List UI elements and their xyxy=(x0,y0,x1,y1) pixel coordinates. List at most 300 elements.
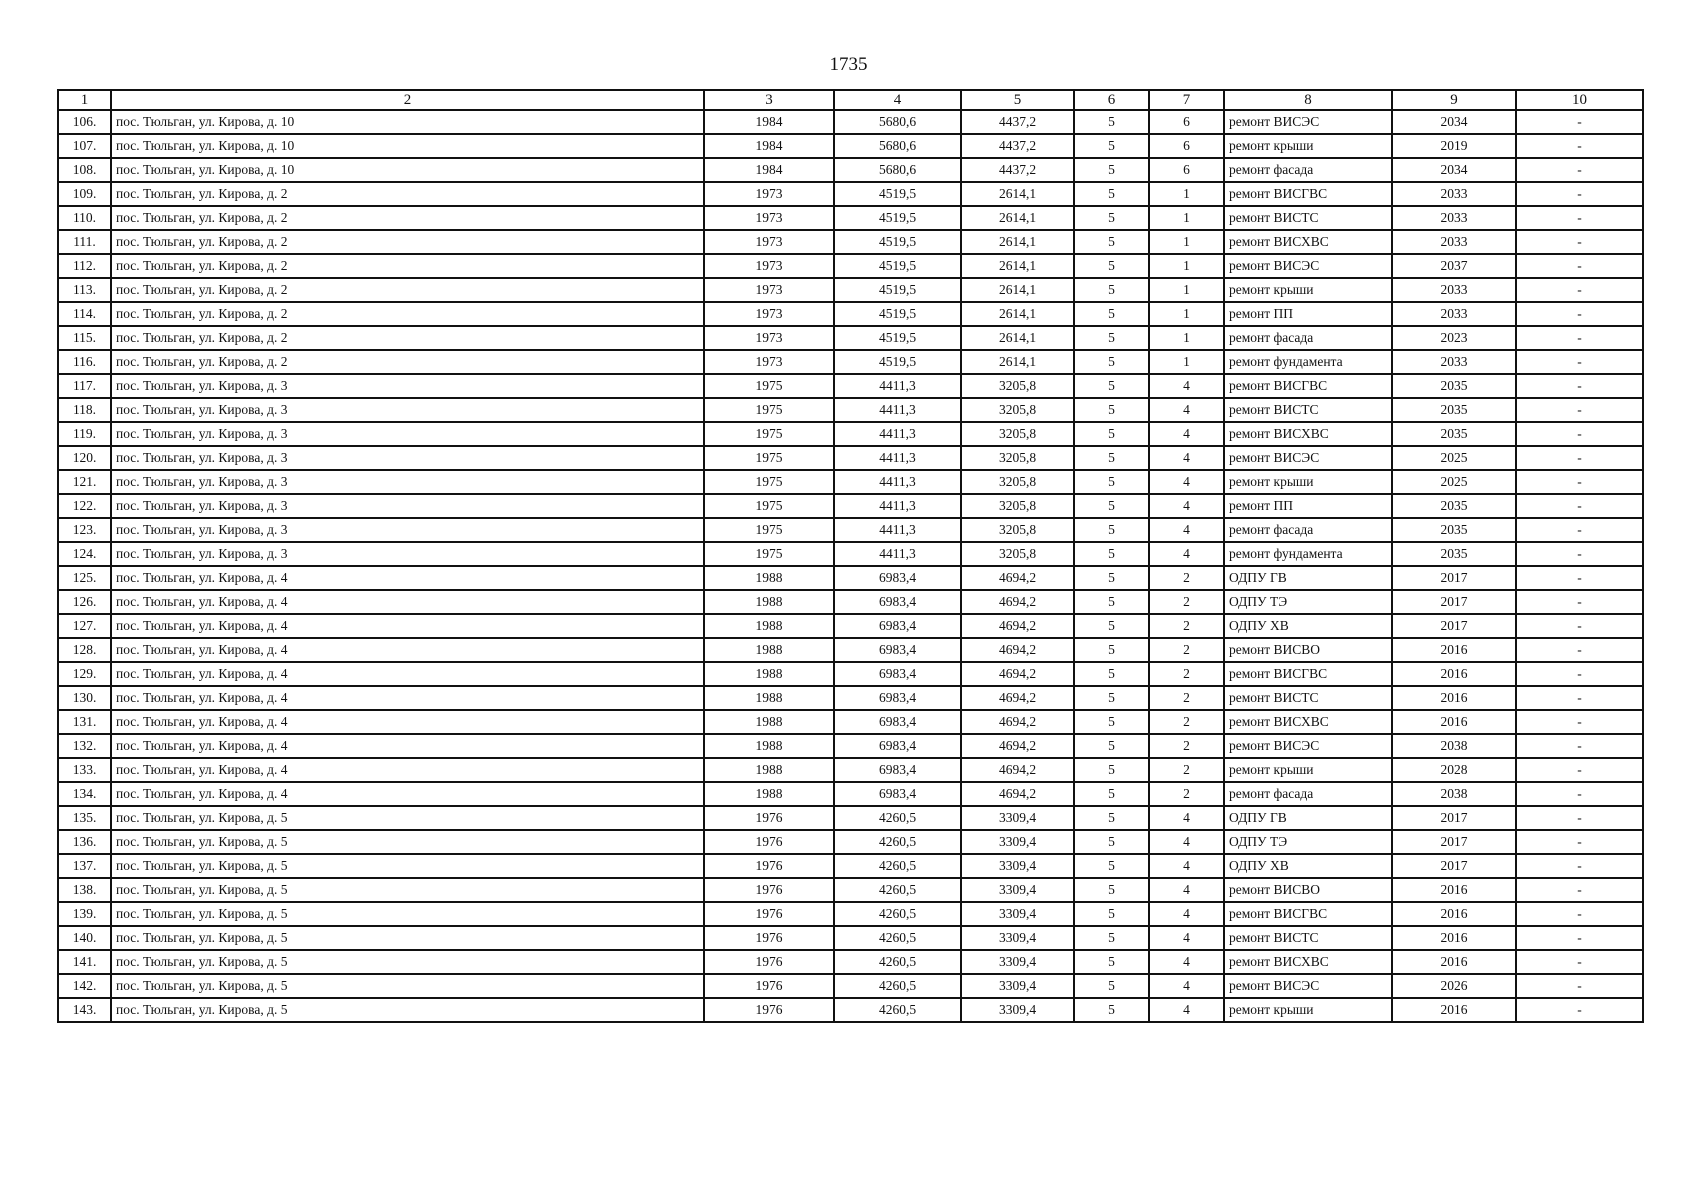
column-7-cell: 4 xyxy=(1149,902,1224,926)
total-area-cell: 5680,6 xyxy=(834,134,961,158)
floors-cell: 5 xyxy=(1074,302,1149,326)
column-7-cell: 2 xyxy=(1149,662,1224,686)
address-cell: пос. Тюльган, ул. Кирова, д. 4 xyxy=(111,590,704,614)
column-10-cell: - xyxy=(1516,158,1643,182)
work-type-cell: ремонт ВИСХВС xyxy=(1224,710,1392,734)
column-7-cell: 4 xyxy=(1149,518,1224,542)
total-area-cell: 4519,5 xyxy=(834,350,961,374)
planned-year-cell: 2016 xyxy=(1392,902,1516,926)
total-area-cell: 4519,5 xyxy=(834,182,961,206)
column-7-cell: 4 xyxy=(1149,854,1224,878)
address-cell: пос. Тюльган, ул. Кирова, д. 4 xyxy=(111,614,704,638)
work-type-cell: ремонт фасада xyxy=(1224,158,1392,182)
living-area-cell: 3205,8 xyxy=(961,398,1074,422)
column-header-8: 8 xyxy=(1224,90,1392,110)
work-type-cell: ремонт крыши xyxy=(1224,278,1392,302)
column-10-cell: - xyxy=(1516,278,1643,302)
year-built-cell: 1973 xyxy=(704,254,834,278)
total-area-cell: 4519,5 xyxy=(834,326,961,350)
table-row xyxy=(58,638,1643,662)
living-area-cell: 3309,4 xyxy=(961,830,1074,854)
floors-cell: 5 xyxy=(1074,254,1149,278)
page-number: 1735 xyxy=(829,54,868,75)
column-7-cell: 4 xyxy=(1149,542,1224,566)
row-number-cell: 131. xyxy=(58,710,111,734)
total-area-cell: 4260,5 xyxy=(834,878,961,902)
column-10-cell: - xyxy=(1516,686,1643,710)
floors-cell: 5 xyxy=(1074,374,1149,398)
total-area-cell: 4519,5 xyxy=(834,302,961,326)
floors-cell: 5 xyxy=(1074,614,1149,638)
address-cell: пос. Тюльган, ул. Кирова, д. 3 xyxy=(111,446,704,470)
row-number-cell: 127. xyxy=(58,614,111,638)
living-area-cell: 2614,1 xyxy=(961,326,1074,350)
address-cell: пос. Тюльган, ул. Кирова, д. 3 xyxy=(111,398,704,422)
floors-cell: 5 xyxy=(1074,542,1149,566)
row-number-cell: 128. xyxy=(58,638,111,662)
column-7-cell: 1 xyxy=(1149,326,1224,350)
row-number-cell: 135. xyxy=(58,806,111,830)
row-number-cell: 120. xyxy=(58,446,111,470)
floors-cell: 5 xyxy=(1074,926,1149,950)
address-cell: пос. Тюльган, ул. Кирова, д. 5 xyxy=(111,902,704,926)
floors-cell: 5 xyxy=(1074,278,1149,302)
year-built-cell: 1988 xyxy=(704,686,834,710)
address-cell: пос. Тюльган, ул. Кирова, д. 2 xyxy=(111,182,704,206)
planned-year-cell: 2016 xyxy=(1392,878,1516,902)
column-10-cell: - xyxy=(1516,446,1643,470)
floors-cell: 5 xyxy=(1074,854,1149,878)
row-number-cell: 140. xyxy=(58,926,111,950)
column-header-5: 5 xyxy=(961,90,1074,110)
year-built-cell: 1973 xyxy=(704,350,834,374)
address-cell: пос. Тюльган, ул. Кирова, д. 10 xyxy=(111,134,704,158)
floors-cell: 5 xyxy=(1074,686,1149,710)
planned-year-cell: 2035 xyxy=(1392,422,1516,446)
living-area-cell: 3309,4 xyxy=(961,806,1074,830)
year-built-cell: 1984 xyxy=(704,110,834,134)
planned-year-cell: 2016 xyxy=(1392,638,1516,662)
year-built-cell: 1988 xyxy=(704,710,834,734)
living-area-cell: 4694,2 xyxy=(961,782,1074,806)
column-7-cell: 2 xyxy=(1149,614,1224,638)
planned-year-cell: 2026 xyxy=(1392,974,1516,998)
work-type-cell: ремонт ВИСТС xyxy=(1224,398,1392,422)
year-built-cell: 1973 xyxy=(704,230,834,254)
row-number-cell: 108. xyxy=(58,158,111,182)
work-type-cell: ОДПУ ХВ xyxy=(1224,614,1392,638)
planned-year-cell: 2028 xyxy=(1392,758,1516,782)
work-type-cell: ремонт ВИСЭС xyxy=(1224,734,1392,758)
column-10-cell: - xyxy=(1516,638,1643,662)
column-7-cell: 6 xyxy=(1149,134,1224,158)
column-10-cell: - xyxy=(1516,230,1643,254)
column-7-cell: 1 xyxy=(1149,278,1224,302)
row-number-cell: 114. xyxy=(58,302,111,326)
column-10-cell: - xyxy=(1516,206,1643,230)
planned-year-cell: 2037 xyxy=(1392,254,1516,278)
planned-year-cell: 2017 xyxy=(1392,830,1516,854)
address-cell: пос. Тюльган, ул. Кирова, д. 4 xyxy=(111,734,704,758)
living-area-cell: 3309,4 xyxy=(961,902,1074,926)
year-built-cell: 1975 xyxy=(704,422,834,446)
column-10-cell: - xyxy=(1516,806,1643,830)
year-built-cell: 1988 xyxy=(704,758,834,782)
address-cell: пос. Тюльган, ул. Кирова, д. 2 xyxy=(111,326,704,350)
row-number-cell: 130. xyxy=(58,686,111,710)
planned-year-cell: 2035 xyxy=(1392,542,1516,566)
column-header-9: 9 xyxy=(1392,90,1516,110)
column-header-1: 1 xyxy=(58,90,111,110)
floors-cell: 5 xyxy=(1074,470,1149,494)
work-type-cell: ремонт фасада xyxy=(1224,782,1392,806)
table-row xyxy=(58,350,1643,374)
row-number-cell: 132. xyxy=(58,734,111,758)
planned-year-cell: 2016 xyxy=(1392,926,1516,950)
address-cell: пос. Тюльган, ул. Кирова, д. 4 xyxy=(111,662,704,686)
column-7-cell: 1 xyxy=(1149,350,1224,374)
column-7-cell: 2 xyxy=(1149,710,1224,734)
year-built-cell: 1973 xyxy=(704,326,834,350)
year-built-cell: 1984 xyxy=(704,158,834,182)
column-7-cell: 4 xyxy=(1149,926,1224,950)
row-number-cell: 111. xyxy=(58,230,111,254)
total-area-cell: 4519,5 xyxy=(834,230,961,254)
column-10-cell: - xyxy=(1516,998,1643,1022)
planned-year-cell: 2038 xyxy=(1392,782,1516,806)
row-number-cell: 133. xyxy=(58,758,111,782)
column-7-cell: 6 xyxy=(1149,110,1224,134)
table-row xyxy=(58,590,1643,614)
year-built-cell: 1988 xyxy=(704,734,834,758)
work-type-cell: ремонт крыши xyxy=(1224,134,1392,158)
column-7-cell: 2 xyxy=(1149,566,1224,590)
year-built-cell: 1975 xyxy=(704,542,834,566)
work-type-cell: ремонт ВИСХВС xyxy=(1224,950,1392,974)
column-10-cell: - xyxy=(1516,254,1643,278)
total-area-cell: 6983,4 xyxy=(834,614,961,638)
row-number-cell: 110. xyxy=(58,206,111,230)
address-cell: пос. Тюльган, ул. Кирова, д. 4 xyxy=(111,782,704,806)
total-area-cell: 4260,5 xyxy=(834,830,961,854)
table-row xyxy=(58,734,1643,758)
work-type-cell: ремонт ВИСВО xyxy=(1224,638,1392,662)
planned-year-cell: 2017 xyxy=(1392,854,1516,878)
floors-cell: 5 xyxy=(1074,158,1149,182)
work-type-cell: ремонт фасада xyxy=(1224,518,1392,542)
row-number-cell: 117. xyxy=(58,374,111,398)
year-built-cell: 1975 xyxy=(704,398,834,422)
year-built-cell: 1984 xyxy=(704,134,834,158)
year-built-cell: 1975 xyxy=(704,470,834,494)
work-type-cell: ремонт ВИСТС xyxy=(1224,926,1392,950)
table-row xyxy=(58,254,1643,278)
year-built-cell: 1975 xyxy=(704,518,834,542)
column-7-cell: 2 xyxy=(1149,782,1224,806)
floors-cell: 5 xyxy=(1074,326,1149,350)
work-type-cell: ОДПУ ТЭ xyxy=(1224,830,1392,854)
living-area-cell: 4694,2 xyxy=(961,734,1074,758)
year-built-cell: 1976 xyxy=(704,902,834,926)
planned-year-cell: 2033 xyxy=(1392,302,1516,326)
year-built-cell: 1973 xyxy=(704,302,834,326)
address-cell: пос. Тюльган, ул. Кирова, д. 4 xyxy=(111,638,704,662)
living-area-cell: 2614,1 xyxy=(961,206,1074,230)
row-number-cell: 125. xyxy=(58,566,111,590)
column-10-cell: - xyxy=(1516,662,1643,686)
work-type-cell: ремонт ВИСЭС xyxy=(1224,446,1392,470)
table-row xyxy=(58,542,1643,566)
table-row xyxy=(58,374,1643,398)
table-row xyxy=(58,422,1643,446)
column-10-cell: - xyxy=(1516,566,1643,590)
year-built-cell: 1988 xyxy=(704,782,834,806)
total-area-cell: 4519,5 xyxy=(834,206,961,230)
address-cell: пос. Тюльган, ул. Кирова, д. 5 xyxy=(111,950,704,974)
table-row xyxy=(58,830,1643,854)
work-type-cell: ремонт ПП xyxy=(1224,302,1392,326)
planned-year-cell: 2016 xyxy=(1392,686,1516,710)
column-10-cell: - xyxy=(1516,614,1643,638)
column-7-cell: 4 xyxy=(1149,998,1224,1022)
column-10-cell: - xyxy=(1516,182,1643,206)
year-built-cell: 1976 xyxy=(704,974,834,998)
planned-year-cell: 2019 xyxy=(1392,134,1516,158)
floors-cell: 5 xyxy=(1074,758,1149,782)
column-7-cell: 4 xyxy=(1149,398,1224,422)
planned-year-cell: 2016 xyxy=(1392,998,1516,1022)
row-number-cell: 138. xyxy=(58,878,111,902)
living-area-cell: 4437,2 xyxy=(961,134,1074,158)
table-row xyxy=(58,878,1643,902)
work-type-cell: ремонт крыши xyxy=(1224,998,1392,1022)
floors-cell: 5 xyxy=(1074,974,1149,998)
total-area-cell: 4519,5 xyxy=(834,254,961,278)
total-area-cell: 6983,4 xyxy=(834,638,961,662)
planned-year-cell: 2025 xyxy=(1392,470,1516,494)
address-cell: пос. Тюльган, ул. Кирова, д. 5 xyxy=(111,806,704,830)
planned-year-cell: 2033 xyxy=(1392,206,1516,230)
table-row xyxy=(58,470,1643,494)
year-built-cell: 1973 xyxy=(704,182,834,206)
row-number-cell: 112. xyxy=(58,254,111,278)
table-row xyxy=(58,902,1643,926)
row-number-cell: 118. xyxy=(58,398,111,422)
work-type-cell: ОДПУ ТЭ xyxy=(1224,590,1392,614)
living-area-cell: 3205,8 xyxy=(961,446,1074,470)
work-type-cell: ремонт ВИСХВС xyxy=(1224,230,1392,254)
table-row xyxy=(58,398,1643,422)
planned-year-cell: 2035 xyxy=(1392,398,1516,422)
table-row xyxy=(58,278,1643,302)
row-number-cell: 139. xyxy=(58,902,111,926)
row-number-cell: 143. xyxy=(58,998,111,1022)
total-area-cell: 4260,5 xyxy=(834,974,961,998)
column-10-cell: - xyxy=(1516,974,1643,998)
table-row xyxy=(58,446,1643,470)
address-cell: пос. Тюльган, ул. Кирова, д. 5 xyxy=(111,974,704,998)
column-10-cell: - xyxy=(1516,902,1643,926)
row-number-cell: 123. xyxy=(58,518,111,542)
living-area-cell: 3309,4 xyxy=(961,974,1074,998)
table-row xyxy=(58,614,1643,638)
living-area-cell: 4694,2 xyxy=(961,566,1074,590)
year-built-cell: 1973 xyxy=(704,278,834,302)
address-cell: пос. Тюльган, ул. Кирова, д. 2 xyxy=(111,254,704,278)
total-area-cell: 6983,4 xyxy=(834,662,961,686)
total-area-cell: 4260,5 xyxy=(834,950,961,974)
column-header-3: 3 xyxy=(704,90,834,110)
total-area-cell: 4411,3 xyxy=(834,518,961,542)
table-row xyxy=(58,230,1643,254)
living-area-cell: 3309,4 xyxy=(961,950,1074,974)
address-cell: пос. Тюльган, ул. Кирова, д. 5 xyxy=(111,998,704,1022)
planned-year-cell: 2025 xyxy=(1392,446,1516,470)
floors-cell: 5 xyxy=(1074,590,1149,614)
table-row xyxy=(58,926,1643,950)
total-area-cell: 4411,3 xyxy=(834,446,961,470)
planned-year-cell: 2017 xyxy=(1392,566,1516,590)
year-built-cell: 1988 xyxy=(704,566,834,590)
total-area-cell: 6983,4 xyxy=(834,686,961,710)
total-area-cell: 4260,5 xyxy=(834,806,961,830)
row-number-cell: 126. xyxy=(58,590,111,614)
column-7-cell: 4 xyxy=(1149,950,1224,974)
address-cell: пос. Тюльган, ул. Кирова, д. 5 xyxy=(111,926,704,950)
column-10-cell: - xyxy=(1516,758,1643,782)
planned-year-cell: 2034 xyxy=(1392,110,1516,134)
row-number-cell: 107. xyxy=(58,134,111,158)
table-row xyxy=(58,326,1643,350)
column-7-cell: 6 xyxy=(1149,158,1224,182)
total-area-cell: 6983,4 xyxy=(834,710,961,734)
table-row xyxy=(58,950,1643,974)
floors-cell: 5 xyxy=(1074,566,1149,590)
column-header-7: 7 xyxy=(1149,90,1224,110)
column-10-cell: - xyxy=(1516,494,1643,518)
year-built-cell: 1975 xyxy=(704,494,834,518)
total-area-cell: 4411,3 xyxy=(834,494,961,518)
address-cell: пос. Тюльган, ул. Кирова, д. 2 xyxy=(111,230,704,254)
work-type-cell: ремонт фасада xyxy=(1224,326,1392,350)
column-10-cell: - xyxy=(1516,398,1643,422)
planned-year-cell: 2016 xyxy=(1392,710,1516,734)
living-area-cell: 4437,2 xyxy=(961,110,1074,134)
year-built-cell: 1973 xyxy=(704,206,834,230)
address-cell: пос. Тюльган, ул. Кирова, д. 3 xyxy=(111,494,704,518)
work-type-cell: ОДПУ ХВ xyxy=(1224,854,1392,878)
column-10-cell: - xyxy=(1516,350,1643,374)
total-area-cell: 6983,4 xyxy=(834,758,961,782)
floors-cell: 5 xyxy=(1074,662,1149,686)
row-number-cell: 115. xyxy=(58,326,111,350)
column-header-2: 2 xyxy=(111,90,704,110)
work-type-cell: ремонт фундамента xyxy=(1224,542,1392,566)
row-number-cell: 134. xyxy=(58,782,111,806)
year-built-cell: 1976 xyxy=(704,806,834,830)
floors-cell: 5 xyxy=(1074,518,1149,542)
column-10-cell: - xyxy=(1516,782,1643,806)
row-number-cell: 129. xyxy=(58,662,111,686)
row-number-cell: 136. xyxy=(58,830,111,854)
address-cell: пос. Тюльган, ул. Кирова, д. 3 xyxy=(111,470,704,494)
column-10-cell: - xyxy=(1516,878,1643,902)
row-number-cell: 137. xyxy=(58,854,111,878)
living-area-cell: 3309,4 xyxy=(961,854,1074,878)
row-number-cell: 121. xyxy=(58,470,111,494)
column-10-cell: - xyxy=(1516,422,1643,446)
column-10-cell: - xyxy=(1516,710,1643,734)
living-area-cell: 3205,8 xyxy=(961,374,1074,398)
table-row xyxy=(58,494,1643,518)
floors-cell: 5 xyxy=(1074,998,1149,1022)
table-row xyxy=(58,806,1643,830)
total-area-cell: 4260,5 xyxy=(834,926,961,950)
total-area-cell: 4260,5 xyxy=(834,854,961,878)
row-number-cell: 106. xyxy=(58,110,111,134)
living-area-cell: 3205,8 xyxy=(961,470,1074,494)
floors-cell: 5 xyxy=(1074,638,1149,662)
year-built-cell: 1976 xyxy=(704,926,834,950)
floors-cell: 5 xyxy=(1074,206,1149,230)
column-10-cell: - xyxy=(1516,110,1643,134)
planned-year-cell: 2033 xyxy=(1392,230,1516,254)
address-cell: пос. Тюльган, ул. Кирова, д. 3 xyxy=(111,518,704,542)
column-10-cell: - xyxy=(1516,302,1643,326)
row-number-cell: 109. xyxy=(58,182,111,206)
floors-cell: 5 xyxy=(1074,782,1149,806)
living-area-cell: 4694,2 xyxy=(961,686,1074,710)
total-area-cell: 6983,4 xyxy=(834,566,961,590)
floors-cell: 5 xyxy=(1074,110,1149,134)
total-area-cell: 4411,3 xyxy=(834,398,961,422)
floors-cell: 5 xyxy=(1074,230,1149,254)
work-type-cell: ремонт ВИСТС xyxy=(1224,686,1392,710)
table-row xyxy=(58,206,1643,230)
column-10-cell: - xyxy=(1516,542,1643,566)
living-area-cell: 4694,2 xyxy=(961,662,1074,686)
living-area-cell: 2614,1 xyxy=(961,254,1074,278)
table-row xyxy=(58,110,1643,134)
column-7-cell: 4 xyxy=(1149,422,1224,446)
living-area-cell: 3205,8 xyxy=(961,518,1074,542)
address-cell: пос. Тюльган, ул. Кирова, д. 4 xyxy=(111,566,704,590)
year-built-cell: 1976 xyxy=(704,830,834,854)
floors-cell: 5 xyxy=(1074,806,1149,830)
column-7-cell: 2 xyxy=(1149,734,1224,758)
column-header-6: 6 xyxy=(1074,90,1149,110)
address-cell: пос. Тюльган, ул. Кирова, д. 3 xyxy=(111,374,704,398)
year-built-cell: 1976 xyxy=(704,878,834,902)
year-built-cell: 1988 xyxy=(704,590,834,614)
living-area-cell: 4694,2 xyxy=(961,638,1074,662)
year-built-cell: 1988 xyxy=(704,638,834,662)
table-body xyxy=(58,110,1643,1022)
address-cell: пос. Тюльган, ул. Кирова, д. 3 xyxy=(111,542,704,566)
table-row xyxy=(58,518,1643,542)
living-area-cell: 4694,2 xyxy=(961,758,1074,782)
living-area-cell: 3309,4 xyxy=(961,926,1074,950)
planned-year-cell: 2033 xyxy=(1392,350,1516,374)
table-row xyxy=(58,758,1643,782)
floors-cell: 5 xyxy=(1074,710,1149,734)
row-number-cell: 122. xyxy=(58,494,111,518)
planned-year-cell: 2033 xyxy=(1392,278,1516,302)
address-cell: пос. Тюльган, ул. Кирова, д. 4 xyxy=(111,758,704,782)
planned-year-cell: 2034 xyxy=(1392,158,1516,182)
living-area-cell: 2614,1 xyxy=(961,230,1074,254)
floors-cell: 5 xyxy=(1074,446,1149,470)
